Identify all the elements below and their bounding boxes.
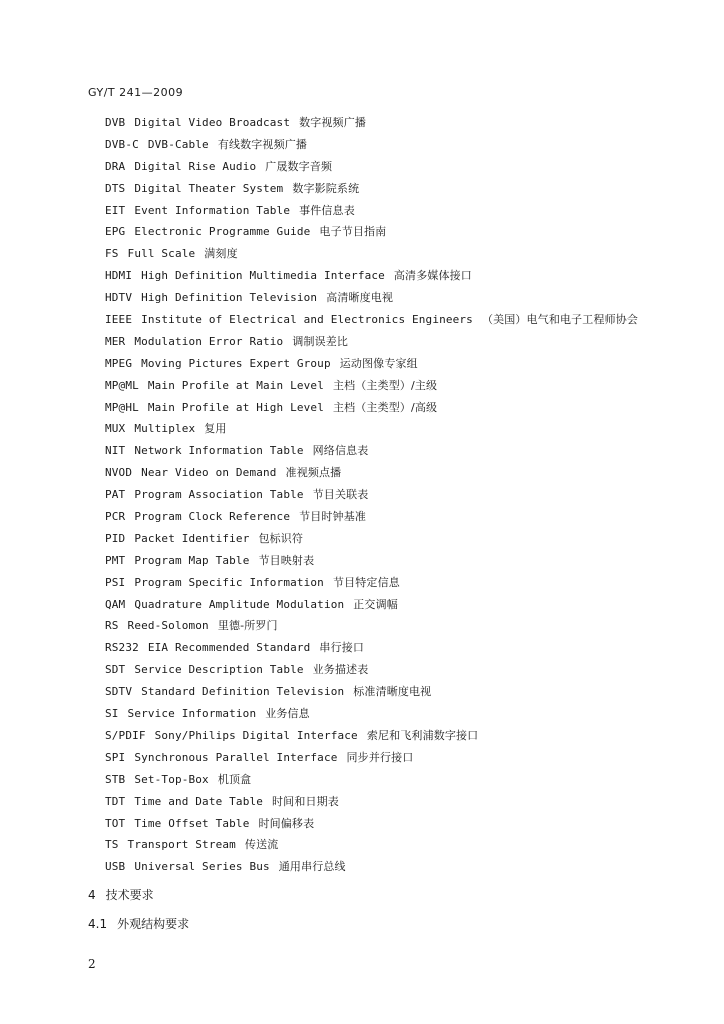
english-term: Time Offset Table	[134, 816, 250, 830]
abbreviation-list	[105, 112, 705, 878]
abbreviation-entry	[105, 747, 705, 769]
abbreviation: NIT	[105, 444, 126, 458]
chinese-term: 机顶盒	[217, 772, 252, 786]
abbreviation: PAT	[105, 488, 126, 502]
abbreviation: PID	[105, 531, 126, 545]
english-term: Standard Definition Television	[141, 685, 345, 699]
english-term: Institute of Electrical and Electronics Engineers	[141, 313, 473, 327]
chinese-term: 节目映射表	[258, 553, 315, 567]
abbreviation: TOT	[105, 816, 126, 830]
abbreviation-entry	[105, 834, 705, 856]
chinese-term: 串行接口	[319, 641, 365, 655]
english-term: Full Scale	[127, 247, 196, 261]
section-number: 4.1	[88, 917, 108, 931]
chinese-term: 事件信息表	[299, 203, 355, 217]
english-term: Program Clock Reference	[134, 510, 291, 524]
english-term: Event Information Table	[134, 203, 291, 217]
english-term: Digital Rise Audio	[134, 159, 257, 173]
chinese-term: 数字视频广播	[299, 116, 367, 129]
abbreviation: FS	[105, 247, 119, 261]
abbreviation: PCR	[105, 510, 126, 524]
abbreviation-entry	[105, 221, 705, 243]
english-term: Network Information Table	[134, 444, 304, 458]
english-term: Modulation Error Ratio	[134, 334, 284, 348]
chinese-term: 同步并行接口	[346, 750, 414, 764]
english-term: Reed-Solomon	[127, 619, 209, 633]
chinese-term: 传送流	[244, 838, 279, 852]
english-term: Transport Stream	[127, 838, 236, 852]
chinese-term: 网络信息表	[312, 444, 369, 458]
abbreviation: SDTV	[105, 685, 133, 699]
chinese-term: 里德-所罗门	[217, 619, 278, 633]
chinese-term: 索尼和飞利浦数字接口	[366, 728, 479, 742]
chinese-term: 准视频点播	[285, 466, 342, 480]
abbreviation: S/PDIF	[105, 728, 146, 742]
abbreviation: SDT	[105, 663, 126, 677]
chinese-term: 节目时钟基准	[299, 510, 367, 524]
english-term: Sony/Philips Digital Interface	[154, 728, 358, 742]
abbreviation-entry	[105, 134, 705, 156]
abbreviation: PMT	[105, 553, 126, 567]
english-term: Main Profile at High Level	[147, 400, 324, 414]
section-title: 外观结构要求	[117, 917, 190, 931]
english-term: Moving Pictures Expert Group	[141, 356, 331, 370]
abbreviation-entry	[105, 287, 705, 309]
abbreviation-entry	[105, 681, 705, 703]
abbreviation: SPI	[105, 750, 126, 764]
abbreviation-entry	[105, 112, 705, 134]
chinese-term: 高清晰度电视	[326, 291, 394, 305]
abbreviation: DTS	[105, 181, 126, 195]
english-term: Electronic Programme Guide	[134, 225, 311, 239]
abbreviation-entry	[105, 484, 705, 506]
english-term: Time and Date Table	[134, 794, 264, 808]
abbreviation: MP@HL	[105, 400, 139, 414]
chinese-term: （美国）电气和电子工程师协会	[481, 313, 639, 327]
english-term: Program Map Table	[134, 553, 250, 567]
abbreviation-entry	[105, 813, 705, 835]
abbreviation: QAM	[105, 597, 126, 611]
abbreviation-entry	[105, 615, 705, 637]
chinese-term: 通用串行总线	[278, 860, 346, 874]
chinese-term: 数字影院系统	[292, 181, 360, 195]
abbreviation-entry	[105, 550, 705, 572]
english-term: Multiplex	[134, 422, 196, 436]
chinese-term: 复用	[204, 422, 227, 436]
english-term: Near Video on Demand	[141, 466, 277, 480]
abbreviation-entry	[105, 418, 705, 440]
abbreviation: NVOD	[105, 466, 133, 480]
english-term: Universal Series Bus	[134, 860, 270, 874]
abbreviation-entry	[105, 856, 705, 878]
chinese-term: 满刻度	[204, 247, 238, 261]
abbreviation: TS	[105, 838, 119, 852]
section-heading-4-1	[88, 915, 189, 932]
chinese-term: 运动图像专家组	[339, 356, 418, 370]
abbreviation-entry	[105, 769, 705, 791]
english-term: Program Association Table	[134, 488, 304, 502]
abbreviation: DVB	[105, 116, 126, 129]
english-term: High Definition Television	[141, 291, 318, 305]
abbreviation-entry	[105, 265, 705, 287]
chinese-term: 业务描述表	[312, 663, 369, 677]
chinese-term: 高清多媒体接口	[393, 269, 472, 283]
chinese-term: 节目特定信息	[332, 575, 400, 589]
abbreviation: EIT	[105, 203, 126, 217]
chinese-term: 主档（主类型）/高级	[332, 400, 438, 414]
abbreviation: USB	[105, 860, 126, 874]
chinese-term: 主档（主类型）/主级	[332, 378, 438, 392]
abbreviation-entry	[105, 703, 705, 725]
abbreviation-entry	[105, 200, 705, 222]
chinese-term: 时间和日期表	[272, 794, 339, 808]
english-term: Set-Top-Box	[134, 772, 209, 786]
chinese-term: 调制误差比	[292, 334, 349, 348]
english-term: Packet Identifier	[134, 531, 250, 545]
abbreviation-entry	[105, 375, 705, 397]
english-term: Main Profile at Main Level	[147, 378, 324, 392]
abbreviation: DRA	[105, 159, 126, 173]
english-term: Digital Theater System	[134, 181, 284, 195]
abbreviation: PSI	[105, 575, 126, 589]
abbreviation-entry	[105, 331, 705, 353]
abbreviation-entry	[105, 594, 705, 616]
abbreviation-entry	[105, 440, 705, 462]
abbreviation-entry	[105, 572, 705, 594]
english-term: EIA Recommended Standard	[147, 641, 311, 655]
abbreviation-entry	[105, 659, 705, 681]
abbreviation: STB	[105, 772, 126, 786]
english-term: High Definition Multimedia Interface	[141, 269, 385, 283]
abbreviation-entry	[105, 243, 705, 265]
abbreviation-entry	[105, 725, 705, 747]
chinese-term: 广晟数字音频	[265, 159, 333, 173]
chinese-term: 有线数字视频广播	[217, 137, 308, 151]
chinese-term: 包标识符	[258, 531, 304, 545]
chinese-term: 电子节目指南	[319, 225, 387, 239]
abbreviation: MUX	[105, 422, 126, 436]
abbreviation: MP@ML	[105, 378, 139, 392]
abbreviation: SI	[105, 707, 119, 721]
english-term: Service Information	[127, 707, 257, 721]
chinese-term: 节目关联表	[312, 488, 369, 502]
abbreviation-entry	[105, 353, 705, 375]
chinese-term: 时间偏移表	[258, 816, 315, 830]
abbreviation: HDMI	[105, 269, 133, 283]
abbreviation-entry	[105, 637, 705, 659]
english-term: Program Specific Information	[134, 575, 324, 589]
english-term: DVB-Cable	[147, 137, 209, 151]
abbreviation: EPG	[105, 225, 126, 239]
english-term: Synchronous Parallel Interface	[134, 750, 338, 764]
english-term: Quadrature Amplitude Modulation	[134, 597, 345, 611]
abbreviation-entry	[105, 462, 705, 484]
abbreviation-entry	[105, 156, 705, 178]
abbreviation-entry	[105, 506, 705, 528]
abbreviation-entry	[105, 791, 705, 813]
abbreviation-entry	[105, 178, 705, 200]
abbreviation-entry	[105, 309, 705, 331]
abbreviation: TDT	[105, 794, 126, 808]
abbreviation: HDTV	[105, 291, 133, 305]
abbreviation: MPEG	[105, 356, 133, 370]
abbreviation-entry	[105, 528, 705, 550]
chinese-term: 业务信息	[265, 707, 310, 721]
section-heading-4	[88, 886, 154, 903]
abbreviation-entry	[105, 397, 705, 419]
section-title: 技术要求	[105, 888, 154, 902]
section-number: 4	[88, 888, 96, 902]
abbreviation: RS	[105, 619, 119, 633]
abbreviation: IEEE	[105, 313, 133, 327]
chinese-term: 标准清晰度电视	[353, 685, 432, 699]
english-term: Service Description Table	[134, 663, 304, 677]
abbreviation: MER	[105, 334, 126, 348]
abbreviation: RS232	[105, 641, 139, 655]
page-number: 2	[88, 957, 96, 971]
standard-header: GY/T 241—2009	[88, 86, 184, 99]
chinese-term: 正交调幅	[353, 597, 398, 611]
abbreviation: DVB-C	[105, 137, 139, 151]
english-term: Digital Video Broadcast	[134, 116, 291, 129]
